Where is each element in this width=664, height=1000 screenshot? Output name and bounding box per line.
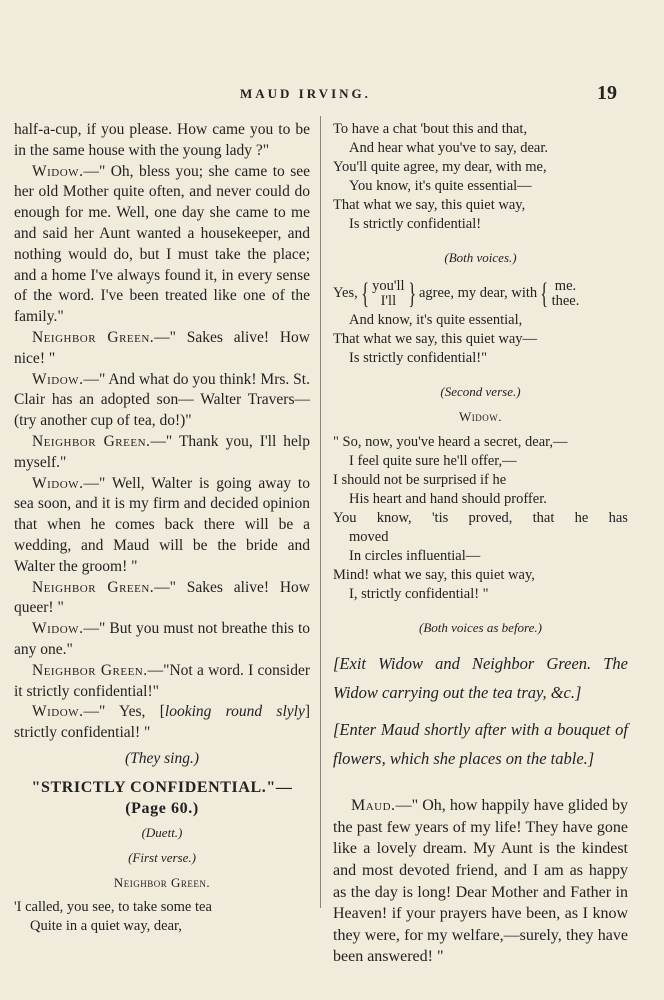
page-number: 19 [597, 82, 617, 104]
duet-option: thee. [551, 292, 580, 309]
verse-line: You'll quite agree, my dear, with me, [333, 159, 547, 175]
verse-line: I should not be surprised if he [333, 472, 507, 489]
verse-line: You know, 'tis proved, that he has [333, 510, 628, 527]
duet-word: agree, my dear, with [418, 285, 538, 302]
verse-line: In circles influential— [349, 548, 481, 565]
verse-line: His heart and hand should proffer. [349, 491, 547, 508]
verse-label: (Second verse.) [440, 383, 521, 399]
verse-line: Quite in a quiet way, dear, [30, 917, 182, 934]
running-title: MAUD IRVING. [240, 86, 371, 101]
verse-line: Is strictly confidential!" [349, 349, 487, 366]
voices-label: (Both voices.) [444, 250, 517, 265]
verse-speaker: Widow. [458, 408, 502, 424]
dialogue-neighbor-green [14, 661, 310, 703]
verse-line: Is strictly confidential! [349, 216, 482, 232]
speaker: Widow. [32, 474, 84, 492]
verse-line: To have a chat 'bout this and that, [333, 121, 528, 137]
voices-label: (Both voices as before.) [419, 620, 542, 636]
speech: —" Thank you, I'll help myself." [14, 432, 310, 471]
left-column [14, 120, 310, 936]
paragraph: half-a-cup, if you please. How came you to be in the same house with the young lady ?" [14, 121, 310, 159]
speech: —" Oh, how happily have glided by the past few years of my life! They have gone like a lovely dream. My Aunt is the kindest and most devoted friend, and I am as happy as the day is long! Dear Mother and Father in Heaven! if your prayers have been, as I know they were, for my welfare,—surely, they have been answered! " [333, 797, 628, 966]
speaker: Neighbor Green. [32, 432, 151, 450]
verse [333, 433, 628, 604]
speaker: Widow. [32, 370, 84, 388]
duet-option: you'll [372, 277, 405, 294]
verse-line: You know, it's quite essential— [349, 178, 532, 194]
speech: —" Sakes alive! How nice! " [14, 328, 310, 367]
dialogue-neighbor-green [14, 328, 310, 370]
speech: —" Oh, bless you; she came to see her old Mother quite often, and never could do enough for me. Well, one day she came to me and said her Aunt wanted a housekeeper, and nothing would do, but I must take the place; and a home I've always found it, in every sense of the word. I've been treated like one of the family." [14, 162, 310, 326]
dialogue-widow [14, 702, 310, 744]
duet-word: Yes, [333, 285, 358, 302]
right-brace: } [407, 276, 416, 310]
verse-line: " So, now, you've heard a secret, dear,— [333, 434, 568, 451]
verse-line: Mind! what we say, this quiet way, [333, 567, 535, 584]
duet-stack [372, 279, 404, 309]
stage-direction: (They sing.) [124, 749, 200, 767]
song-title: "STRICTLY CONFIDENTIAL."—(Page 60.) [31, 778, 293, 817]
speech: —" Well, Walter is going away to sea soon, and it is my firm and decided opinion that when he comes back there will be a wedding, and Maud will be the bride and Walter the groom! " [14, 474, 310, 575]
verse [333, 311, 628, 368]
right-column [333, 120, 628, 968]
speaker: Neighbor Green. [32, 328, 155, 346]
column-divider [320, 116, 321, 908]
duet-brace-line [333, 276, 628, 310]
speech: —" Yes, [ [83, 703, 165, 721]
duett-label: (Duett.) [141, 825, 183, 841]
speech: —"Not a word. I consider it strictly confidential!" [14, 661, 310, 700]
verse-line: I feel quite sure he'll offer,— [349, 453, 517, 470]
speaker: Neighbor Green. [32, 578, 155, 596]
verse-line: And hear what you've to say, dear. [349, 140, 548, 156]
duet-stack [552, 279, 580, 309]
stage-direction-exit: [Exit Widow and Neighbor Green. The Widow carrying out the tea tray, &c.] [333, 654, 628, 703]
duet-option: I'll [380, 292, 397, 309]
verse-line: And know, it's quite essential, [349, 311, 523, 328]
verse-line: I, strictly confidential! " [349, 586, 489, 603]
dialogue-widow [14, 474, 310, 578]
speaker: Widow. [32, 162, 84, 180]
speaker: Widow. [32, 620, 84, 638]
dialogue-neighbor-green [14, 578, 310, 620]
speech: —" But you must not breathe this to any one." [14, 620, 310, 658]
verse-speaker: Neighbor Green. [113, 874, 211, 890]
dialogue-widow [14, 619, 310, 661]
stage-direction-enter: [Enter Maud shortly after with a bouquet of flowers, which she places on the table.] [333, 720, 628, 769]
speaker: Widow. [32, 703, 84, 721]
speaker: Maud. [351, 797, 396, 815]
dialogue-neighbor-green [14, 432, 310, 474]
dialogue-widow [14, 162, 310, 328]
verse-line: That what we say, this quiet way, [333, 197, 526, 213]
verse [333, 120, 628, 234]
left-brace: { [360, 276, 369, 310]
speech: ] strictly confidential! " [14, 703, 311, 742]
verse-label: (First verse.) [128, 850, 196, 866]
stage-direction: looking round slyly [164, 703, 305, 721]
speech: —" Sakes alive! How queer! " [14, 578, 310, 617]
verse [14, 898, 310, 936]
verse-line: moved [349, 529, 389, 546]
duet-option: me. [554, 277, 577, 294]
verse-line: 'I called, you see, to take some tea [14, 898, 212, 915]
dialogue-maud [333, 795, 628, 968]
speech: —" And what do you think! Mrs. St. Clair has an adopted son— Walter Travers—(try another cup of tea, do!)" [14, 370, 310, 430]
dialogue-widow [14, 370, 310, 432]
verse-line: That what we say, this quiet way— [333, 330, 538, 347]
speaker: Neighbor Green. [32, 661, 148, 679]
left-brace: { [540, 276, 549, 310]
